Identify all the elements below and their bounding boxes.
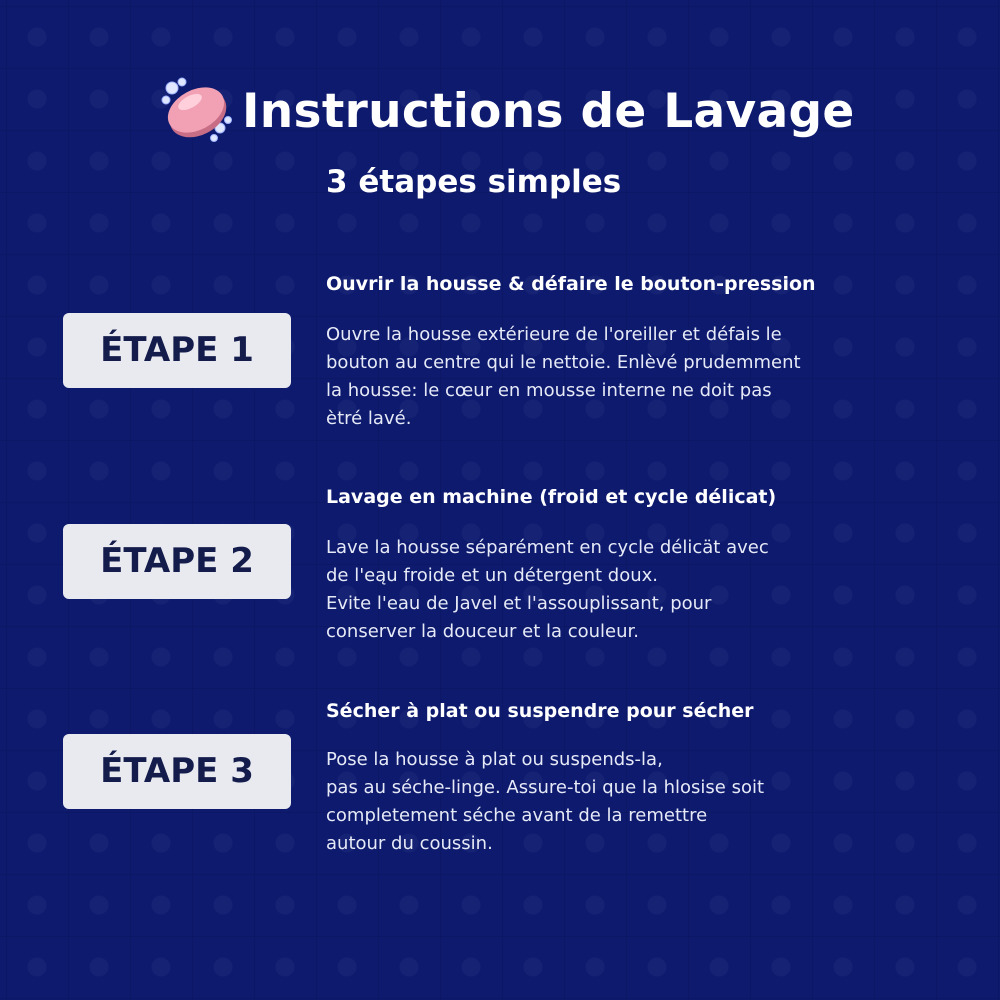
step-3-body [326,746,926,858]
step-3-badge: ÉTAPE 3 [63,734,291,809]
step-3-line: Pose la housse à plat ou suspends-la, [326,749,663,770]
soap-bubbles-icon [158,72,236,148]
step-2-line: conserver la douceur et la couleur. [326,621,639,642]
step-1-badge: ÉTAPE 1 [63,313,291,388]
page-title: Instructions de Lavage [242,84,855,139]
step-1-line: bouton au centre qui le nettoie. Enlèvé prudemment [326,352,801,373]
step-1-line: ètré lavé. [326,408,412,429]
step-2-heading: Lavage en machine (froid et cycle délicat) [326,486,777,508]
step-1-line: Ouvre la housse extérieure de l'oreiller et défais le [326,324,782,345]
step-2-line: Evite l'eau de Javel et l'assouplissant, pour [326,593,712,614]
step-1-line: la housse: le cœur en mousse interne ne doit pas [326,380,772,401]
header [0,72,1000,162]
step-1-body [326,321,926,433]
step-2-badge: ÉTAPE 2 [63,524,291,599]
step-3-line: completement séche avant de la remettre [326,805,708,826]
step-3-line: pas au séche-linge. Assure-toi que la hlosise soit [326,777,765,798]
step-2-line: de l'eąu froide et un détergent doux. [326,565,658,586]
step-3-line: autour du coussin. [326,833,493,854]
step-3-heading: Sécher à plat ou suspendre pour sécher [326,700,754,722]
step-2-line: Lave la housse séparément en cycle délicät avec [326,537,769,558]
step-1-heading: Ouvrir la housse & défaire le bouton-pression [326,273,816,295]
step-2-body [326,534,926,646]
page-subtitle: 3 étapes simples [326,164,622,200]
